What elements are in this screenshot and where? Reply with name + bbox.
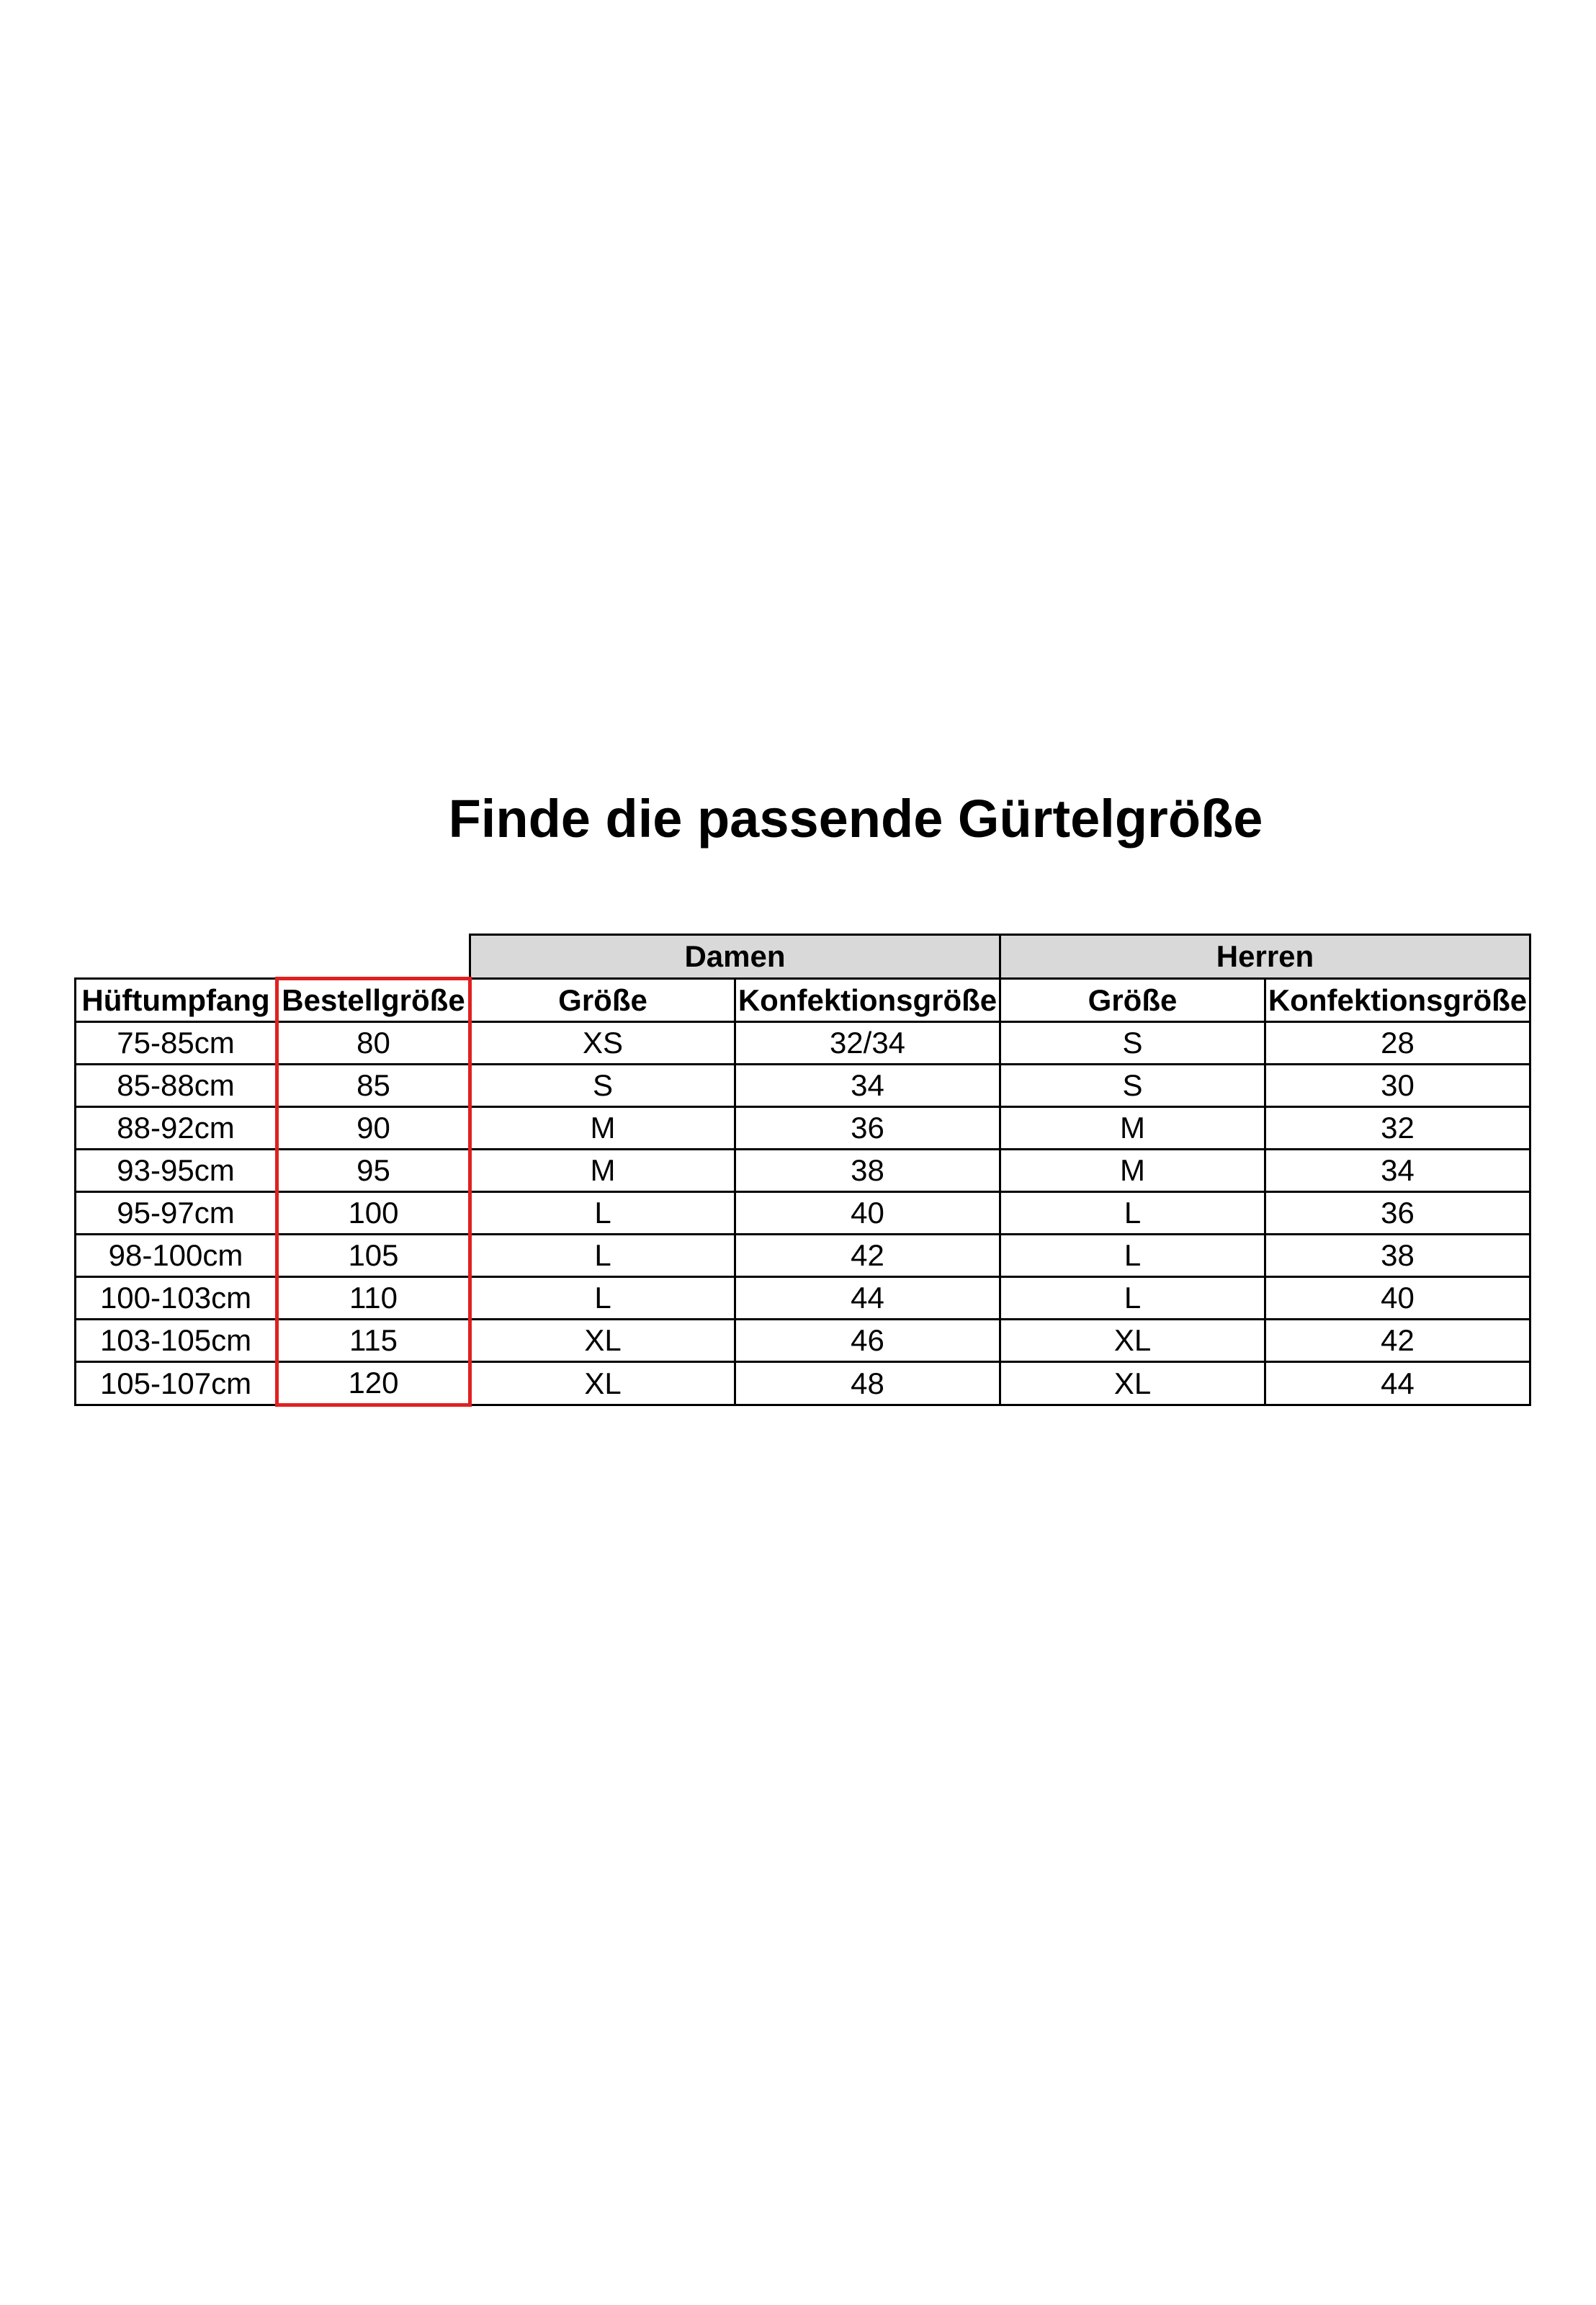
cell-hueftumfang: 88-92cm xyxy=(76,1107,277,1150)
cell-herren-konfektionsgroesse: 28 xyxy=(1265,1022,1530,1065)
cell-damen-konfektionsgroesse: 34 xyxy=(735,1065,1000,1107)
cell-herren-konfektionsgroesse: 44 xyxy=(1265,1362,1530,1405)
cell-herren-konfektionsgroesse: 40 xyxy=(1265,1277,1530,1320)
cell-bestellgroesse: 85 xyxy=(277,1065,470,1107)
column-header-hueftumfang: Hüftumpfang xyxy=(76,979,277,1022)
cell-damen-groesse: XS xyxy=(470,1022,735,1065)
cell-damen-groesse: L xyxy=(470,1192,735,1235)
column-header-herren-groesse: Größe xyxy=(1000,979,1265,1022)
cell-damen-konfektionsgroesse: 48 xyxy=(735,1362,1000,1405)
cell-damen-konfektionsgroesse: 40 xyxy=(735,1192,1000,1235)
cell-damen-groesse: L xyxy=(470,1235,735,1277)
column-header-damen-konfektionsgroesse: Konfektionsgröße xyxy=(735,979,1000,1022)
cell-hueftumfang: 105-107cm xyxy=(76,1362,277,1405)
cell-herren-groesse: XL xyxy=(1000,1362,1265,1405)
cell-damen-groesse: S xyxy=(470,1065,735,1107)
cell-herren-konfektionsgroesse: 30 xyxy=(1265,1065,1530,1107)
empty-header-cell xyxy=(277,935,470,979)
cell-damen-konfektionsgroesse: 46 xyxy=(735,1320,1000,1362)
empty-header-cell xyxy=(76,935,277,979)
group-header-row xyxy=(76,935,1530,979)
table-row xyxy=(76,1107,1530,1150)
cell-bestellgroesse: 110 xyxy=(277,1277,470,1320)
cell-damen-groesse: M xyxy=(470,1150,735,1192)
table-row xyxy=(76,1277,1530,1320)
cell-bestellgroesse: 115 xyxy=(277,1320,470,1362)
cell-herren-groesse: S xyxy=(1000,1022,1265,1065)
cell-damen-konfektionsgroesse: 42 xyxy=(735,1235,1000,1277)
table-body xyxy=(76,1022,1530,1405)
cell-bestellgroesse: 120 xyxy=(277,1362,470,1405)
cell-herren-konfektionsgroesse: 42 xyxy=(1265,1320,1530,1362)
cell-herren-groesse: XL xyxy=(1000,1320,1265,1362)
table-row xyxy=(76,1320,1530,1362)
cell-damen-konfektionsgroesse: 38 xyxy=(735,1150,1000,1192)
column-header-row xyxy=(76,979,1530,1022)
table-row xyxy=(76,1022,1530,1065)
cell-hueftumfang: 100-103cm xyxy=(76,1277,277,1320)
cell-damen-konfektionsgroesse: 44 xyxy=(735,1277,1000,1320)
group-header-herren: Herren xyxy=(1000,935,1530,979)
cell-hueftumfang: 103-105cm xyxy=(76,1320,277,1362)
cell-damen-groesse: L xyxy=(470,1277,735,1320)
table-row xyxy=(76,1065,1530,1107)
cell-herren-groesse: M xyxy=(1000,1107,1265,1150)
cell-herren-konfektionsgroesse: 38 xyxy=(1265,1235,1530,1277)
cell-herren-groesse: S xyxy=(1000,1065,1265,1107)
cell-bestellgroesse: 80 xyxy=(277,1022,470,1065)
cell-hueftumfang: 85-88cm xyxy=(76,1065,277,1107)
cell-bestellgroesse: 105 xyxy=(277,1235,470,1277)
group-header-damen: Damen xyxy=(470,935,1000,979)
table-row xyxy=(76,1362,1530,1405)
cell-bestellgroesse: 90 xyxy=(277,1107,470,1150)
cell-hueftumfang: 98-100cm xyxy=(76,1235,277,1277)
cell-hueftumfang: 95-97cm xyxy=(76,1192,277,1235)
cell-damen-groesse: XL xyxy=(470,1362,735,1405)
cell-herren-konfektionsgroesse: 32 xyxy=(1265,1107,1530,1150)
column-header-damen-groesse: Größe xyxy=(470,979,735,1022)
table-row xyxy=(76,1192,1530,1235)
belt-size-table xyxy=(74,934,1531,1407)
cell-damen-konfektionsgroesse: 32/34 xyxy=(735,1022,1000,1065)
cell-herren-groesse: M xyxy=(1000,1150,1265,1192)
cell-damen-groesse: M xyxy=(470,1107,735,1150)
cell-damen-konfektionsgroesse: 36 xyxy=(735,1107,1000,1150)
cell-herren-konfektionsgroesse: 36 xyxy=(1265,1192,1530,1235)
cell-herren-groesse: L xyxy=(1000,1235,1265,1277)
table-row xyxy=(76,1150,1530,1192)
cell-hueftumfang: 93-95cm xyxy=(76,1150,277,1192)
cell-hueftumfang: 75-85cm xyxy=(76,1022,277,1065)
cell-herren-groesse: L xyxy=(1000,1192,1265,1235)
cell-bestellgroesse: 100 xyxy=(277,1192,470,1235)
column-header-herren-konfektionsgroesse: Konfektionsgröße xyxy=(1265,979,1530,1022)
cell-damen-groesse: XL xyxy=(470,1320,735,1362)
column-header-bestellgroesse: Bestellgröße xyxy=(277,979,470,1022)
cell-bestellgroesse: 95 xyxy=(277,1150,470,1192)
page-title: Finde die passende Gürtelgröße xyxy=(448,789,1263,849)
cell-herren-konfektionsgroesse: 34 xyxy=(1265,1150,1530,1192)
table-row xyxy=(76,1235,1530,1277)
cell-herren-groesse: L xyxy=(1000,1277,1265,1320)
